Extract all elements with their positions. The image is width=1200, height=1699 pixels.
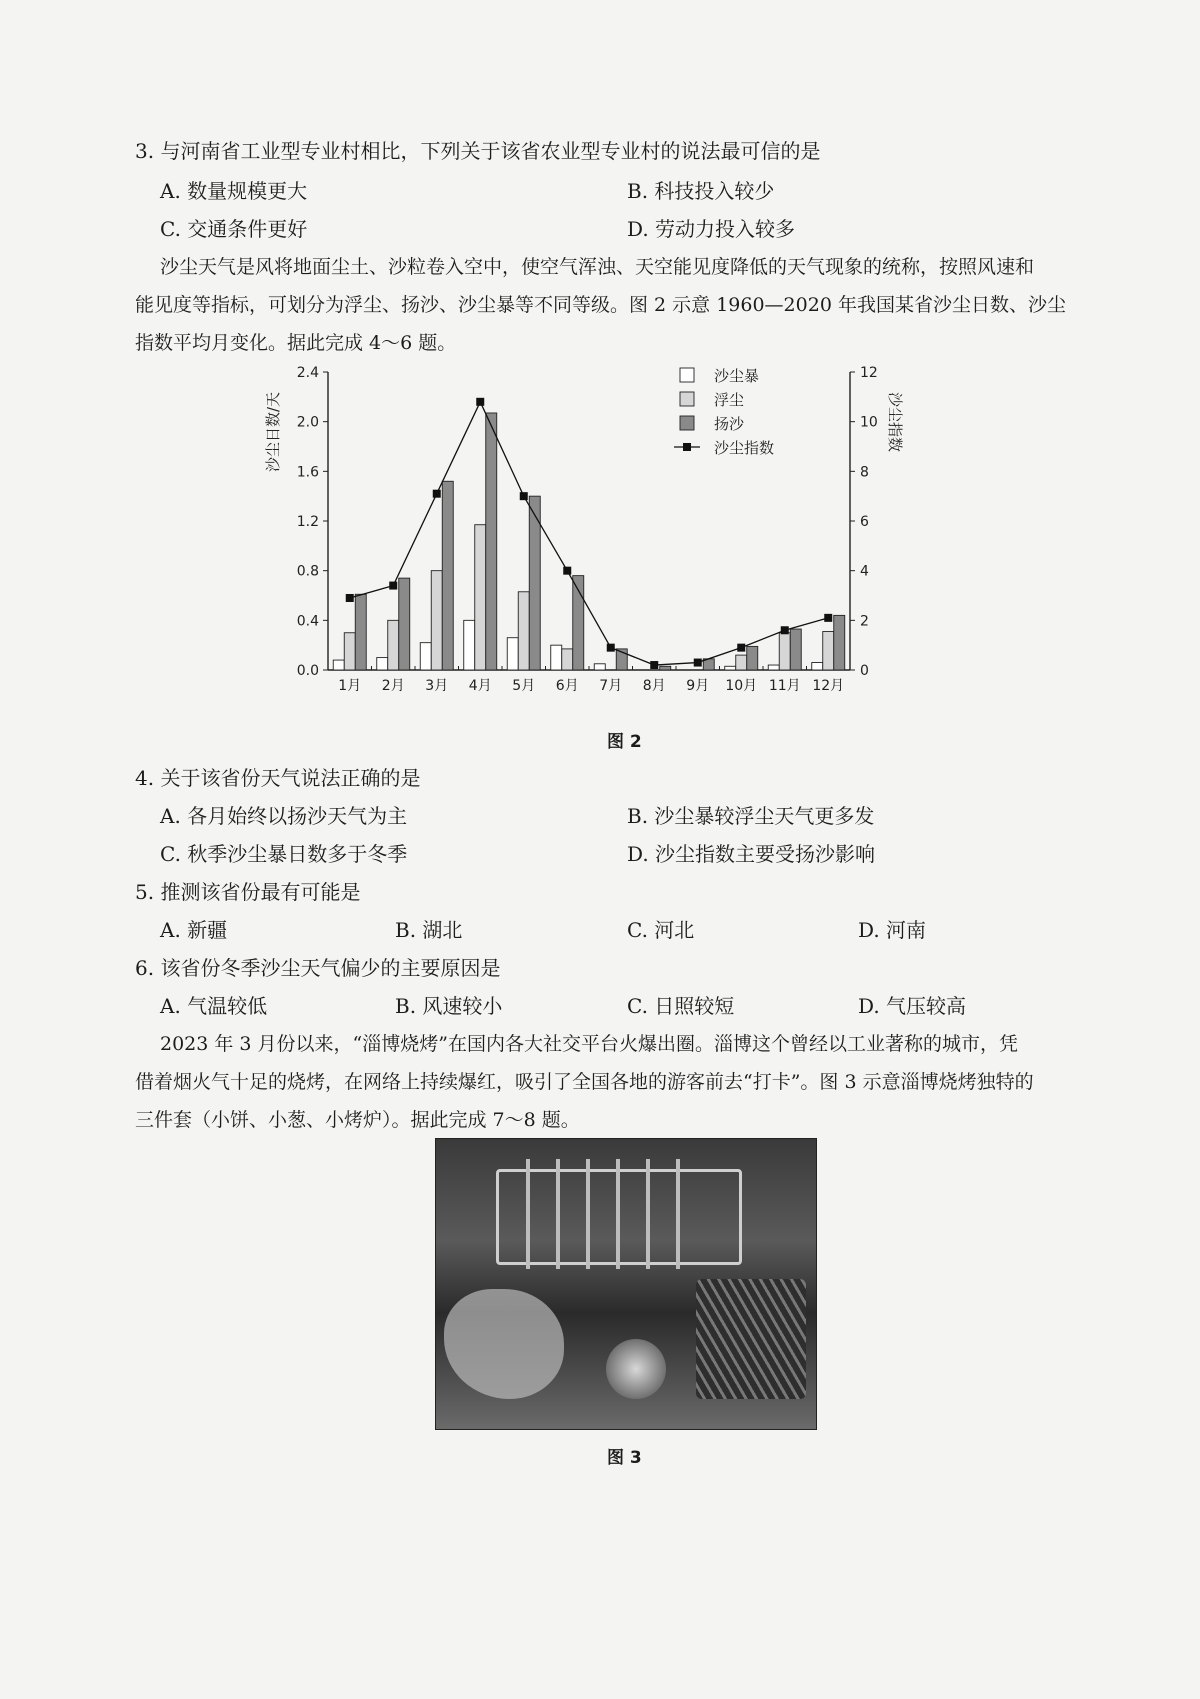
y-tick-label: 0.0 xyxy=(296,663,319,679)
x-tick-label: 1月 xyxy=(338,678,362,694)
bar-沙尘暴 xyxy=(464,620,475,670)
bar-扬沙 xyxy=(355,594,366,670)
bar-浮尘 xyxy=(431,571,442,670)
bar-扬沙 xyxy=(660,666,671,670)
x-tick-label: 7月 xyxy=(599,678,623,694)
q4-option-c: C. 秋季沙尘暴日数多于冬季 xyxy=(160,842,408,866)
passage-1-line-3: 指数平均月变化。据此完成 4～6 题。 xyxy=(135,332,457,354)
x-tick-label: 5月 xyxy=(512,678,536,694)
bar-浮尘 xyxy=(475,525,486,670)
bar-浮尘 xyxy=(823,632,834,670)
q6-option-b: B. 风速较小 xyxy=(395,994,503,1018)
index-point xyxy=(476,398,484,406)
grill-plate xyxy=(696,1279,806,1399)
legend-label: 浮尘 xyxy=(714,391,745,409)
y-axis-title: 沙尘日数/天 xyxy=(264,391,282,473)
passage-2-line-1: 2023 年 3 月份以来，“淄博烧烤”在国内各大社交平台火爆出圈。淄博这个曾经以工业著称的城市，凭 xyxy=(160,1033,1018,1055)
bar-沙尘暴 xyxy=(768,665,779,670)
skewer xyxy=(646,1159,650,1269)
y-right-tick-label: 8 xyxy=(860,464,869,481)
skewer xyxy=(556,1159,560,1269)
index-point xyxy=(346,594,354,602)
bar-扬沙 xyxy=(442,481,453,670)
figure-2-caption: 图 2 xyxy=(607,732,642,752)
bar-沙尘暴 xyxy=(725,666,736,670)
q3-option-a: A. 数量规模更大 xyxy=(160,179,308,203)
legend-marker xyxy=(683,443,691,451)
index-point xyxy=(737,644,745,652)
bar-扬沙 xyxy=(399,578,410,670)
bar-扬沙 xyxy=(834,615,845,670)
legend-swatch xyxy=(680,392,694,406)
legend-label: 沙尘暴 xyxy=(714,367,760,385)
legend-label: 扬沙 xyxy=(714,415,745,433)
x-tick-label: 11月 xyxy=(768,678,801,694)
skewer xyxy=(676,1159,680,1269)
bar-浮尘 xyxy=(736,655,747,670)
index-point xyxy=(824,614,832,622)
index-point xyxy=(433,490,441,498)
y-right-tick-label: 6 xyxy=(860,514,869,530)
x-tick-label: 3月 xyxy=(425,678,449,694)
question-6-stem: 6. 该省份冬季沙尘天气偏少的主要原因是 xyxy=(135,956,501,980)
skewer xyxy=(616,1159,620,1269)
dust-chart xyxy=(260,362,940,712)
bar-浮尘 xyxy=(779,633,790,670)
y-right-axis-title: 沙尘指数 xyxy=(886,391,904,453)
bar-扬沙 xyxy=(486,413,497,670)
passage-1-line-2: 能见度等指标，可划分为浮尘、扬沙、沙尘暴等不同等级。图 2 示意 1960—2020 年我国某省沙尘日数、沙尘 xyxy=(135,294,1066,316)
bar-沙尘暴 xyxy=(507,638,518,670)
figure-3-caption: 图 3 xyxy=(607,1448,642,1468)
index-point xyxy=(607,644,615,652)
bar-沙尘暴 xyxy=(594,664,605,670)
q4-option-b: B. 沙尘暴较浮尘天气更多发 xyxy=(627,804,875,828)
bar-沙尘暴 xyxy=(333,660,344,670)
x-tick-label: 2月 xyxy=(381,678,405,694)
q6-option-a: A. 气温较低 xyxy=(160,994,268,1018)
question-4-stem: 4. 关于该省份天气说法正确的是 xyxy=(135,766,421,790)
x-tick-label: 4月 xyxy=(468,678,492,694)
passage-2-line-2: 借着烟火气十足的烧烤，在网络上持续爆红，吸引了全国各地的游客前去“打卡”。图 3 示意淄博烧烤独特的 xyxy=(135,1071,1034,1093)
q3-option-b: B. 科技投入较少 xyxy=(627,179,775,203)
bar-沙尘暴 xyxy=(377,658,388,670)
q3-option-c: C. 交通条件更好 xyxy=(160,217,308,241)
bar-浮尘 xyxy=(518,592,529,670)
index-point xyxy=(520,492,528,500)
q3-option-d: D. 劳动力投入较多 xyxy=(627,217,796,241)
q5-option-c: C. 河北 xyxy=(627,918,695,942)
y-tick-label: 1.2 xyxy=(296,514,319,530)
x-tick-label: 9月 xyxy=(686,678,710,694)
bar-浮尘 xyxy=(562,649,573,670)
bar-沙尘暴 xyxy=(420,643,431,670)
y-right-tick-label: 4 xyxy=(860,563,869,580)
passage-1-line-1: 沙尘天气是风将地面尘土、沙粒卷入空中，使空气浑浊、天空能见度降低的天气现象的统称，按照风速和 xyxy=(160,256,1035,278)
index-point xyxy=(389,582,397,590)
legend-swatch xyxy=(680,368,694,382)
y-tick-label: 2.0 xyxy=(296,414,319,431)
bar-沙尘暴 xyxy=(551,645,562,670)
y-right-tick-label: 2 xyxy=(860,613,869,630)
q4-option-a: A. 各月始终以扬沙天气为主 xyxy=(160,804,408,828)
x-tick-label: 8月 xyxy=(642,678,666,694)
index-point xyxy=(563,567,571,575)
skewer xyxy=(586,1159,590,1269)
y-right-tick-label: 0 xyxy=(860,663,869,679)
q5-option-b: B. 湖北 xyxy=(395,918,463,942)
y-tick-label: 2.4 xyxy=(296,365,319,381)
q6-option-c: C. 日照较短 xyxy=(627,994,735,1018)
charcoal-stove xyxy=(606,1339,666,1399)
index-point xyxy=(650,661,658,669)
x-tick-label: 6月 xyxy=(555,678,579,694)
bar-沙尘暴 xyxy=(812,663,823,670)
index-point xyxy=(694,659,702,667)
legend-label: 沙尘指数 xyxy=(714,439,775,457)
question-3-stem: 3. 与河南省工业型专业村相比，下列关于该省农业型专业村的说法最可信的是 xyxy=(135,139,821,163)
y-tick-label: 0.4 xyxy=(296,613,319,630)
skewer xyxy=(526,1159,530,1269)
y-tick-label: 1.6 xyxy=(296,464,319,481)
y-tick-label: 0.8 xyxy=(296,563,319,580)
y-right-tick-label: 12 xyxy=(860,365,878,381)
bbq-photo xyxy=(435,1138,817,1430)
passage-2-line-3: 三件套（小饼、小葱、小烤炉）。据此完成 7～8 题。 xyxy=(135,1109,580,1131)
pancake xyxy=(444,1289,564,1399)
bar-浮尘 xyxy=(344,633,355,670)
bar-扬沙 xyxy=(747,646,758,670)
y-right-tick-label: 10 xyxy=(860,414,878,431)
chart-legend xyxy=(674,367,774,457)
question-5-stem: 5. 推测该省份最有可能是 xyxy=(135,880,361,904)
q4-option-d: D. 沙尘指数主要受扬沙影响 xyxy=(627,842,876,866)
q5-option-a: A. 新疆 xyxy=(160,918,228,942)
index-point xyxy=(781,626,789,634)
x-tick-label: 12月 xyxy=(812,678,845,694)
x-tick-label: 10月 xyxy=(725,678,758,694)
bar-扬沙 xyxy=(790,629,801,670)
q6-option-d: D. 气压较高 xyxy=(858,994,967,1018)
q5-option-d: D. 河南 xyxy=(858,918,927,942)
legend-swatch xyxy=(680,416,694,430)
bar-浮尘 xyxy=(388,620,399,670)
